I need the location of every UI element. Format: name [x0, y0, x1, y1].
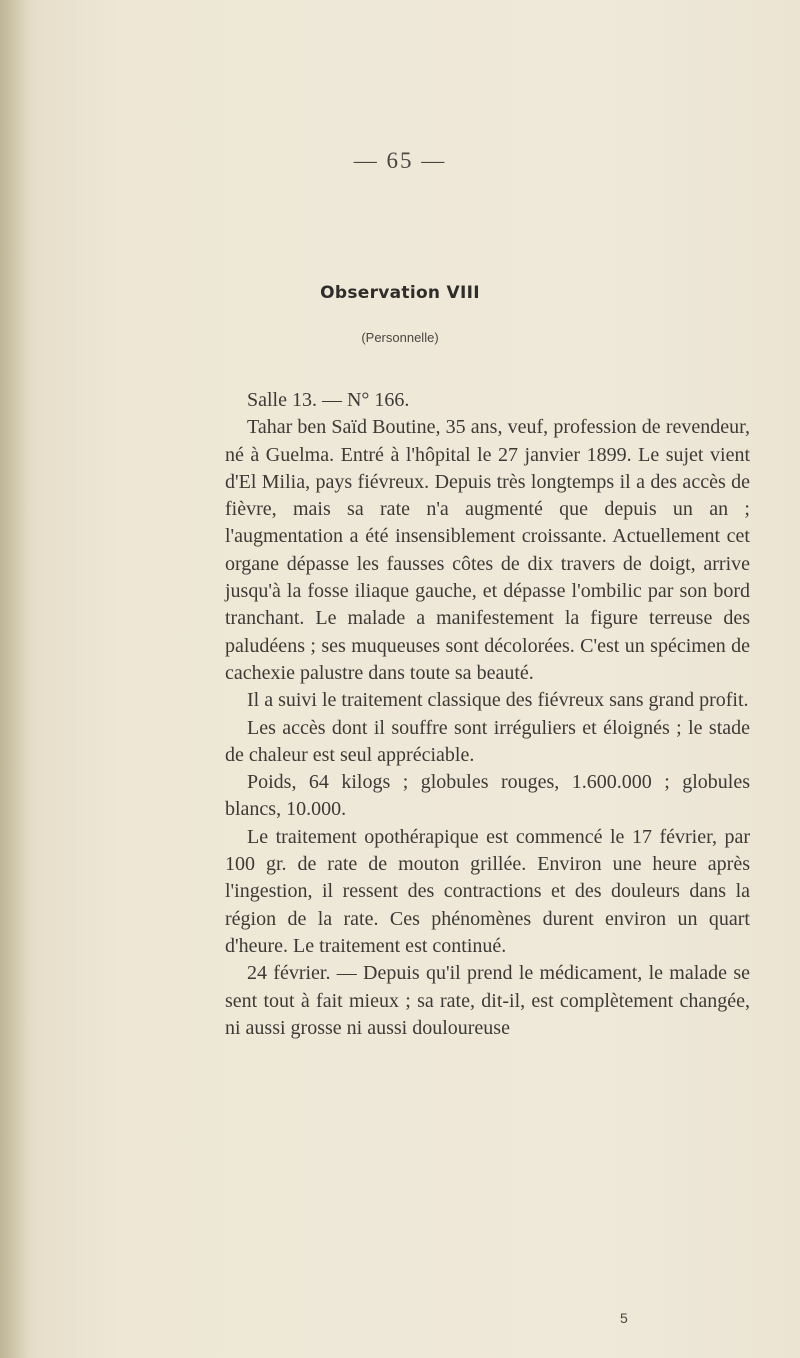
signature-mark: 5 [620, 1310, 628, 1326]
paragraph-treatment: Il a suivi le traitement classique des fiévreux sans grand profit. [247, 689, 749, 712]
paragraph-room: Salle 13. — N° 166. [247, 389, 410, 411]
paragraph-patient-history: Tahar ben Saïd Boutine, 35 ans, veuf, profession de revendeur, né à Guelma. Entré à l'hôpital le 27 janvier 1899. Le sujet vient d'El Milia, pays fiévreux. Depuis très longtemps il a des accès de fièvre, mais sa rate n'a augmenté que depuis un an ; l'augmentation a été insensiblement croissante. Actuellement cet organe dépasse les fausses côtes de dix travers de doigt, arrive jusqu'à la fosse iliaque gauche, et dépasse l'ombilic par son bord tranchant. Le malade a manifestement la figure terreuse des paludéens ; ses muqueuses sont décolorées. C'est un spécimen de cachexie palustre dans toute sa beauté. [225, 416, 750, 684]
body-text [225, 387, 750, 1042]
paragraph-february-24: 24 février. — Depuis qu'il prend le médicament, le malade se sent tout à fait mieux ; sa rate, dit-il, est complètement changée, ni aussi grosse ni aussi douloureuse [225, 962, 750, 1039]
page-subtitle: (Personnelle) [361, 330, 439, 345]
paragraph-opotherapy: Le traitement opothérapique est commencé le 17 février, par 100 gr. de rate de mouton grillée. Environ une heure après l'ingestion, il ressent des contractions et des douleurs dans la région de la rate. Ces phénomènes durent environ un quart d'heure. Le traitement est continué. [225, 825, 750, 957]
paragraph-weight-blood: Poids, 64 kilogs ; globules rouges, 1.600.000 ; globules blancs, 10.000. [225, 771, 750, 821]
paragraph-attacks: Les accès dont il souffre sont irréguliers et éloignés ; le stade de chaleur est seul appréciable. [225, 716, 750, 766]
page-edge-shadow [0, 0, 28, 1358]
page-number: — 65 — [353, 148, 447, 173]
page-title: Observation VIII [320, 283, 480, 303]
